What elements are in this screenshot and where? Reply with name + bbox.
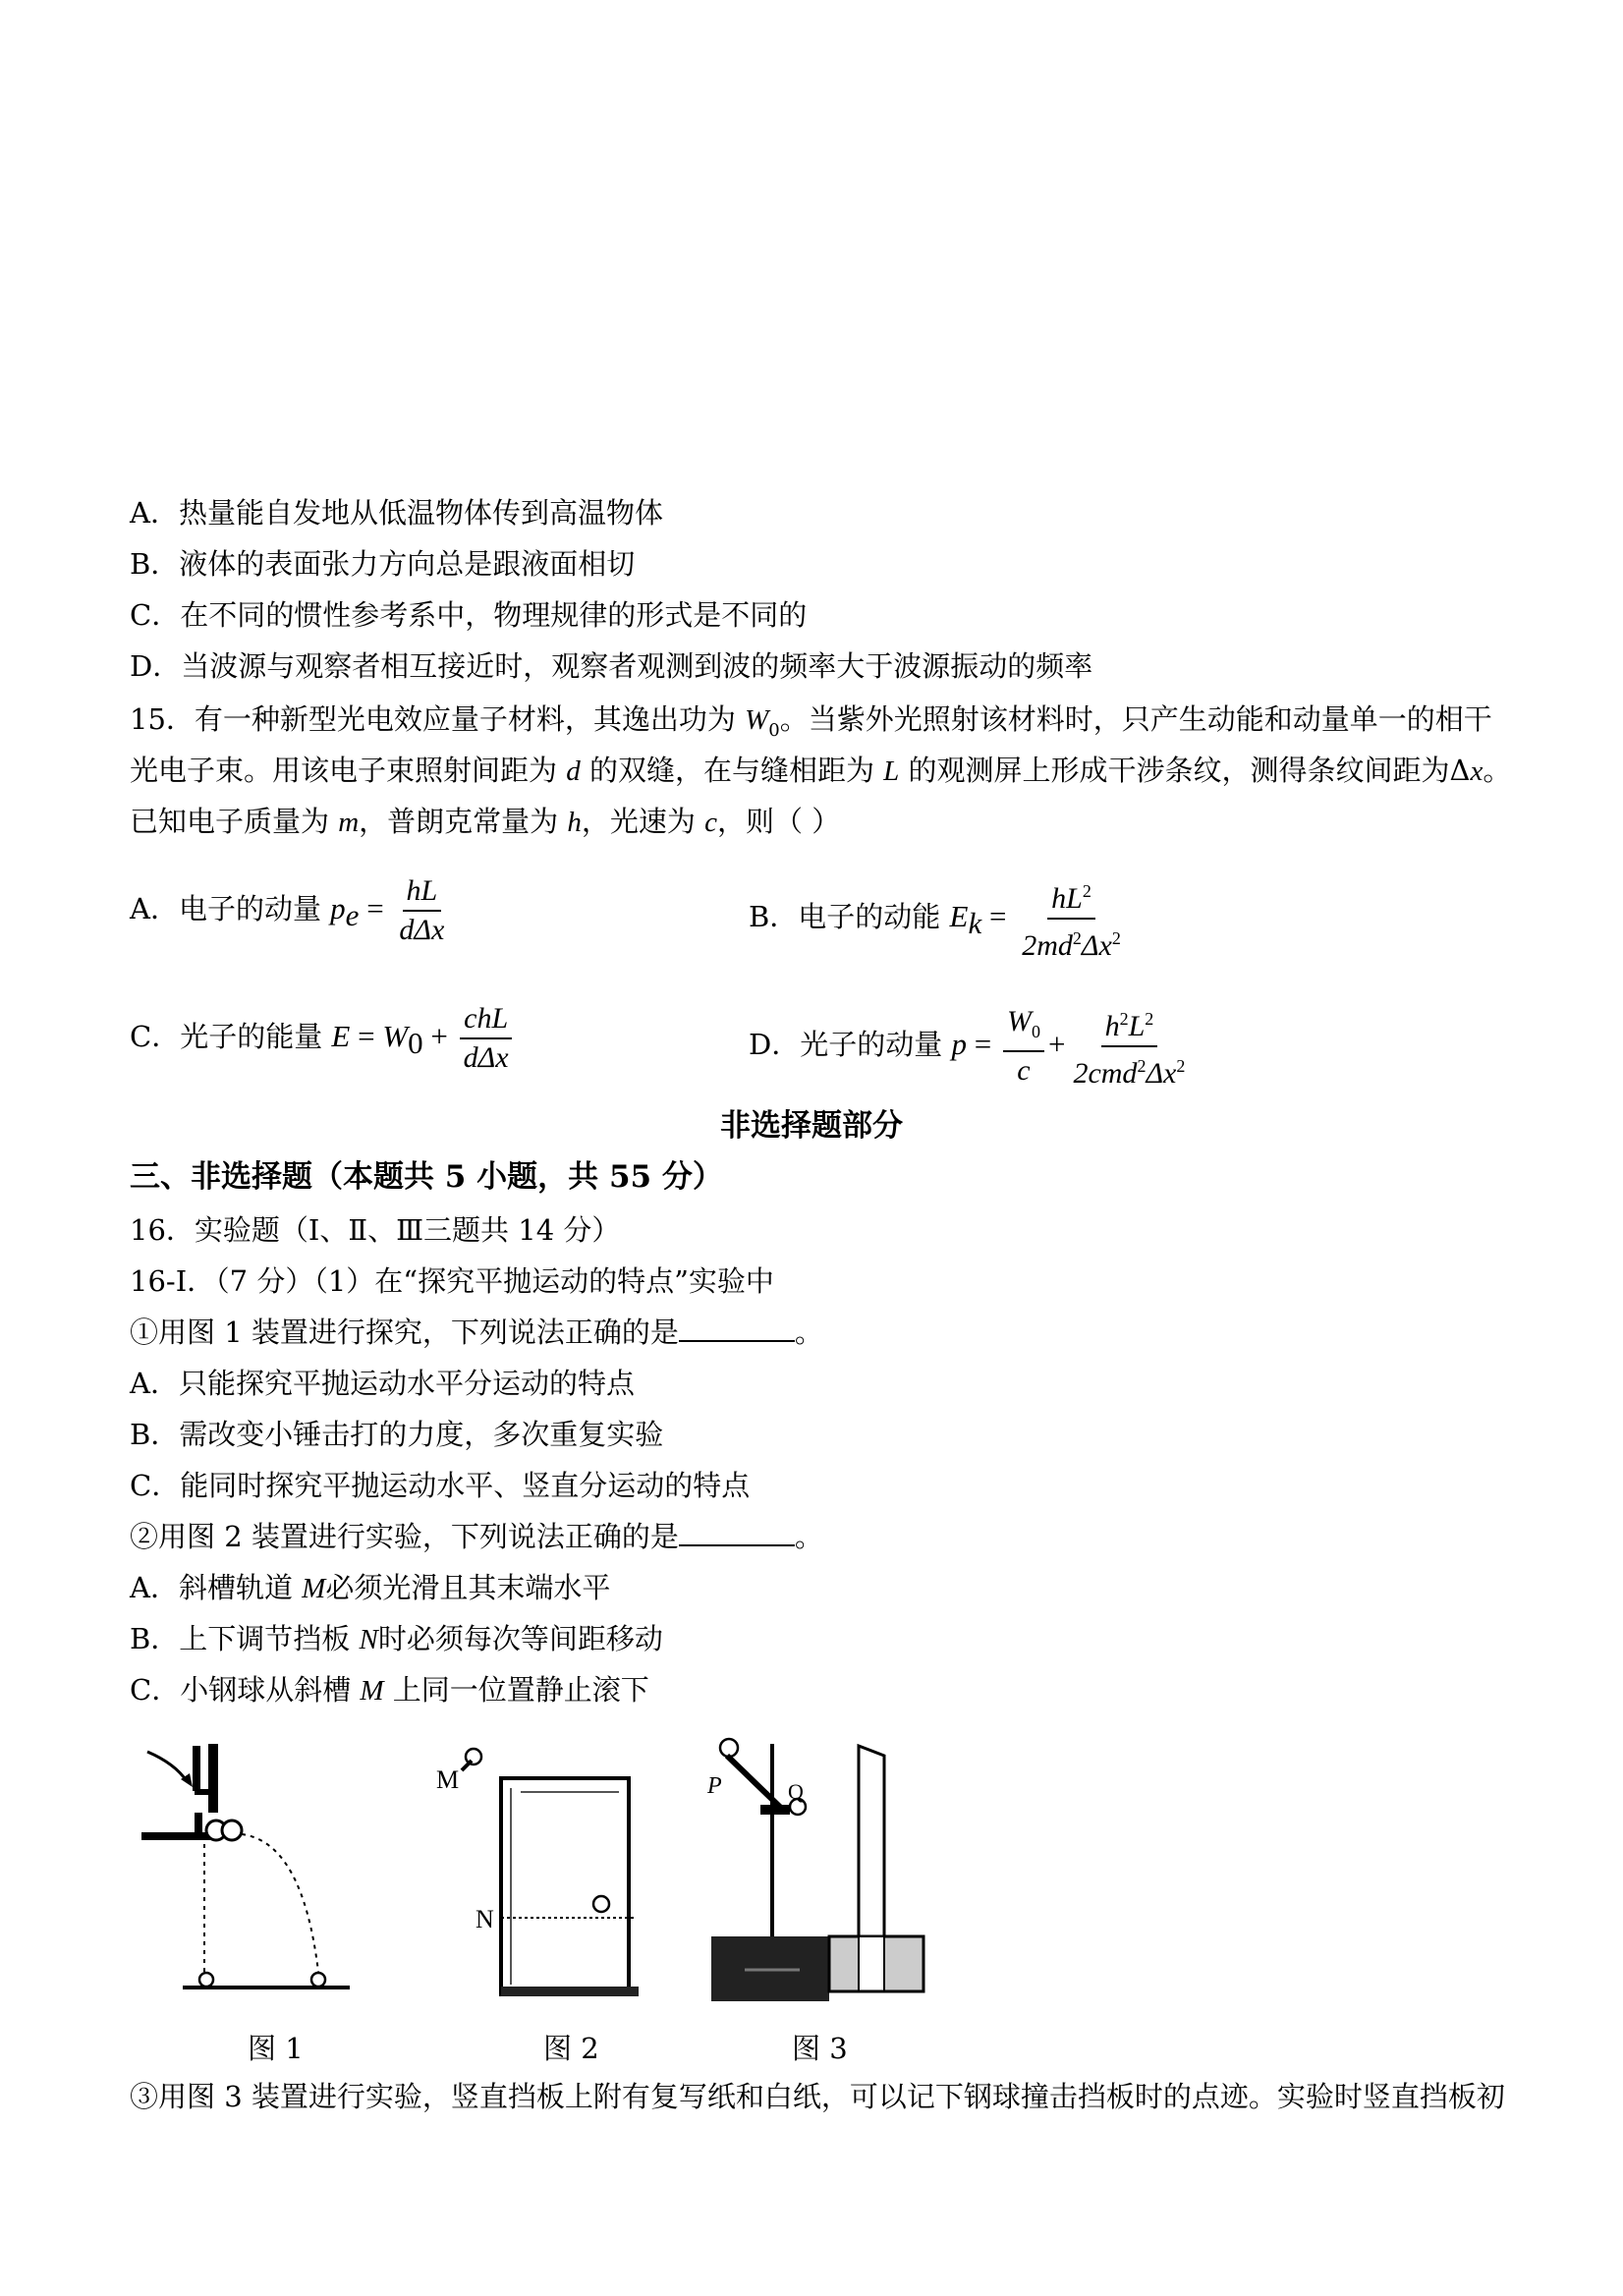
option-a-q14: A．热量能自发地从低温物体传到高温物体 bbox=[130, 496, 663, 530]
fraction: $\frac{\text{chL}}{\text{dΔx}}$ bbox=[460, 1000, 513, 1077]
label-M: M bbox=[436, 1765, 460, 1794]
q15-line-2: 光电子束。用该电子束照射间距为 d 的双缝，在与缝相距为 L 的观测屏上形成干涉条纹，测得条纹间距为Δx。 bbox=[130, 754, 1512, 787]
fraction: $\frac{hL^2}{2md^2\Delta x^2}$ bbox=[1018, 872, 1125, 965]
q16-sub1: 16-Ⅰ．（7 分）（1）在“探究平抛运动的特点”实验中 bbox=[130, 1264, 774, 1298]
q16-s2-option-c: C．小钢球从斜槽 M 上同一位置静止滚下 bbox=[130, 1673, 649, 1707]
q16-s1-option-c: C．能同时探究平抛运动水平、竖直分运动的特点 bbox=[130, 1469, 751, 1502]
option-c-q14: C．在不同的惯性参考系中，物理规律的形式是不同的 bbox=[130, 598, 808, 632]
figure-2-apparatus bbox=[432, 1739, 658, 2004]
section-title: 非选择题部分 bbox=[720, 1108, 903, 1144]
q16-s1-option-a: A．只能探究平抛运动水平分运动的特点 bbox=[130, 1367, 635, 1400]
option-b-q14: B．液体的表面张力方向总是跟液面相切 bbox=[130, 547, 636, 581]
q16-s2-option-a: A．斜槽轨道 M必须光滑且其末端水平 bbox=[130, 1571, 611, 1604]
q15-line-3: 已知电子质量为 m，普朗克常量为 h，光速为 c，则（ ） bbox=[130, 805, 841, 838]
answer-blank bbox=[679, 1315, 795, 1342]
q15-option-d: D．光子的动量 p = $\frac{W_0}{c}$ + $\frac{h^2L^2}{2cmd^2\Delta x^2}$ bbox=[749, 1000, 1193, 1092]
q15-option-b: B．电子的动能 $E_k$ = $\frac{hL^2}{2md^2\Delta x^2}$ bbox=[749, 872, 1129, 965]
q15-option-c: C．光子的能量 $E = W_0$ + $\frac{\text{chL}}{\text{dΔx}}$ bbox=[130, 1000, 517, 1077]
part3-title: 三、非选择题（本题共 5 小题，共 55 分） bbox=[130, 1159, 723, 1195]
q16-s3: ③用图 3 装置进行实验，竖直挡板上附有复写纸和白纸，可以记下钢球撞击挡板时的点迹。实验时竖直挡板初 bbox=[130, 2080, 1505, 2113]
q16-s1: ①用图 1 装置进行探究，下列说法正确的是 。 bbox=[130, 1316, 823, 1349]
fraction: $\frac{W_0}{c}$ bbox=[1003, 1003, 1044, 1090]
label-N: N bbox=[476, 1905, 494, 1933]
fraction: $\frac{h^2L^2}{2cmd^2\Delta x^2}$ bbox=[1069, 1000, 1189, 1092]
q15-line-1: 15．有一种新型光电效应量子材料，其逸出功为 $W_0$。当紫外光照射该材料时，只产生动能和动量单一的相干 bbox=[130, 702, 1492, 741]
q16-s2: ②用图 2 装置进行实验，下列说法正确的是 。 bbox=[130, 1520, 823, 1553]
figure-2-caption: 图 2 bbox=[543, 2032, 599, 2065]
q16-s2-option-b: B．上下调节挡板 N时必须每次等间距移动 bbox=[130, 1622, 663, 1655]
answer-blank bbox=[679, 1519, 795, 1546]
figure-1-apparatus bbox=[136, 1734, 362, 1999]
figure-1-caption: 图 1 bbox=[248, 2032, 304, 2065]
figure-3-caption: 图 3 bbox=[792, 2032, 848, 2065]
option-d-q14: D．当波源与观察者相互接近时，观察者观测到波的频率大于波源振动的频率 bbox=[130, 649, 1093, 683]
q15-option-a: A．电子的动量 $p_e$ = $\frac{hL}{\text{dΔx}}$ bbox=[130, 872, 452, 949]
label-P: P bbox=[707, 1773, 722, 1799]
label-Q: Q bbox=[788, 1779, 804, 1804]
q16-s1-option-b: B．需改变小锤击打的力度，多次重复实验 bbox=[130, 1418, 664, 1451]
figure-3-apparatus bbox=[705, 1734, 931, 2009]
fraction: $\frac{hL}{\text{dΔx}}$ bbox=[399, 874, 445, 946]
q16-intro: 16．实验题（Ⅰ、Ⅱ、Ⅲ三题共 14 分） bbox=[130, 1213, 621, 1247]
